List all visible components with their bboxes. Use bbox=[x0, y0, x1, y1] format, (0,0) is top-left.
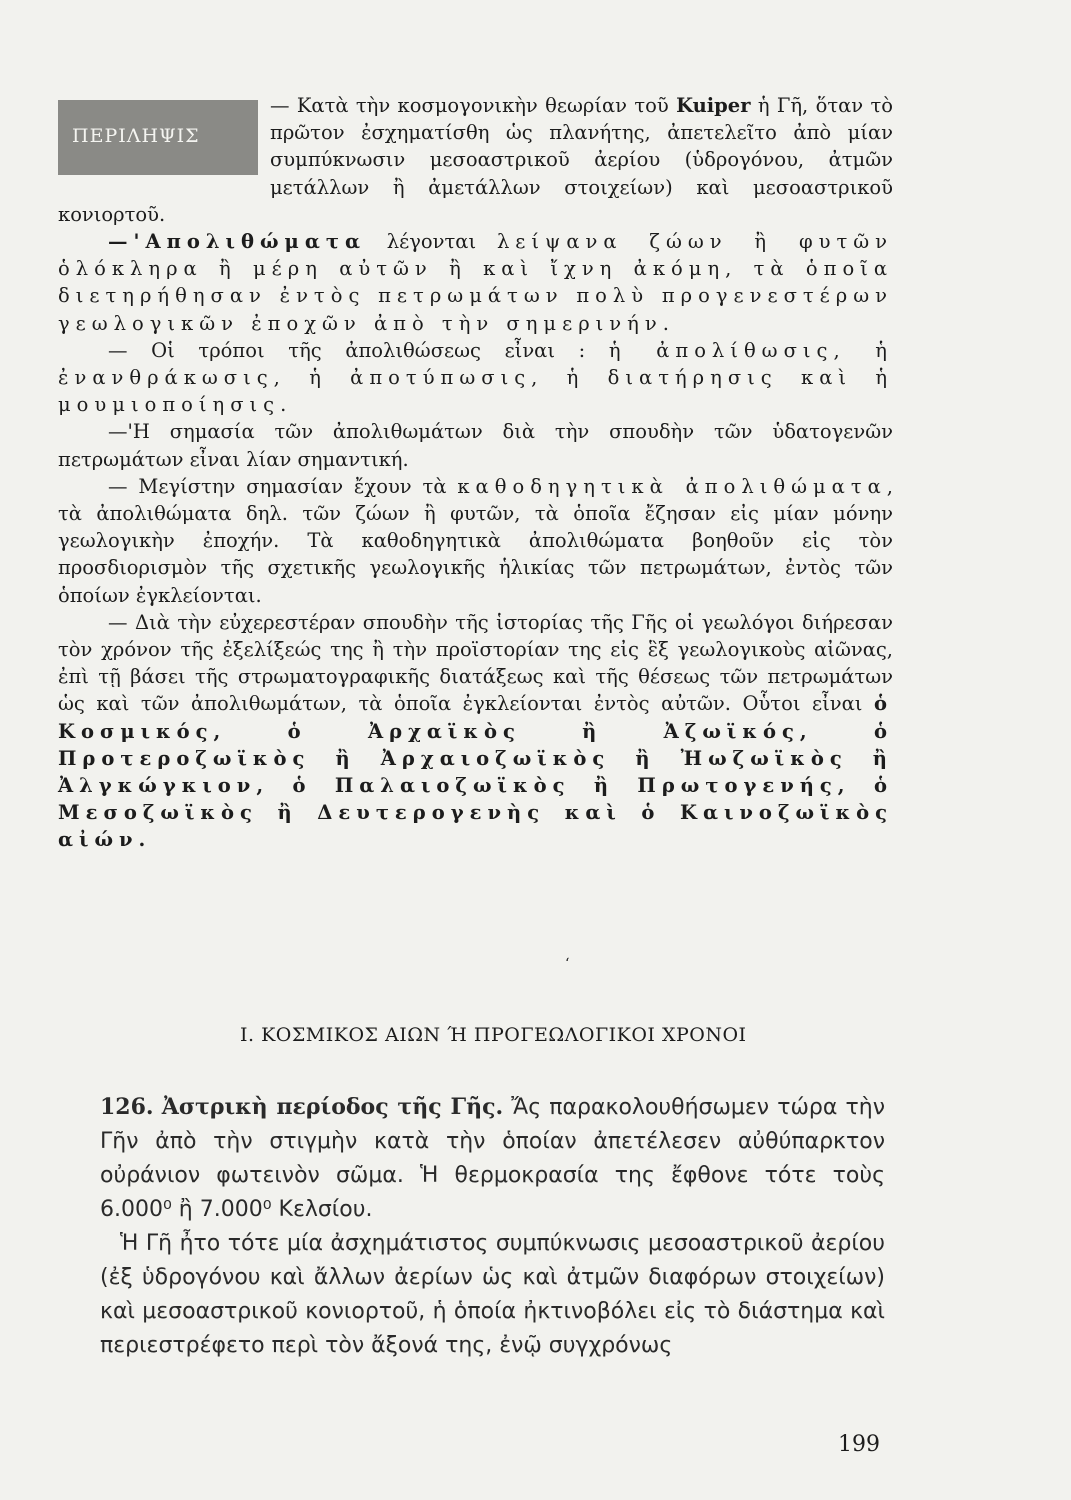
chapter-heading: I. ΚΟΣΜΙΚΟΣ ΑΙΩΝ Ή ΠΡΟΓΕΩΛΟΓΙΚΟΙ ΧΡΟΝΟΙ bbox=[240, 1024, 747, 1046]
summary-paragraph: — Διὰ τὴν εὐχερεστέραν σπουδὴν τῆς ἱστορίας τῆς Γῆς οἱ γεωλόγοι διήρεσαν τὸν χρόνον τῆς ἐξελίξεώς της ἢ τὴν προϊστορίαν της εἰς ἓξ γεωλογικοὺς αἰῶνας, ἐπὶ τῇ βάσει τῆς στρωματογραφικῆς διατάξεως καὶ τῆς θέσεως τῶν πετρωμάτων ὡς καὶ τῶν ἀπολιθωμάτων, τὰ ὁποῖα ἐγκλείονται ἐντὸς αὐτῶν. Οὗτοι εἶναι ὁ Κοσμικός, ὁ Ἀρχαϊκὸς ἢ Ἀζωϊκός, ὁ Προτεροζωϊκὸς ἢ Ἀρχαιοζωϊκὸς ἢ Ἠωζωϊκὸς ἢ Ἀλγκώγκιον, ὁ Παλαιοζωϊκὸς ἢ Πρωτογενής, ὁ Μεσοζωϊκὸς ἢ Δευτερογενὴς καὶ ὁ Καινοζωϊκὸς αἰών. bbox=[58, 610, 893, 852]
section-paragraph: 126. Ἀστρικὴ περίοδος τῆς Γῆς. Ἄς παρακολουθήσωμεν τώρα τὴν Γῆν ἀπὸ τὴν στιγμὴν κατὰ τὴν ὁποίαν ἀπετέλεσεν αὐθύπαρκτον οὐράνιον φωτεινὸν σῶμα. Ἡ θερμοκρασία της ἔφθονε τότε τοὺς 6.000⁰ ἢ 7.000⁰ Κελσίου. bbox=[100, 1094, 886, 1222]
page-number: 199 bbox=[838, 1432, 880, 1457]
section-number: 126. bbox=[100, 1094, 154, 1120]
summary-paragraph: — Οἱ τρόποι τῆς ἀπολιθώσεως εἶναι : ἡ ἀπολίθωσις, ἡ ἐνανθράκωσις, ἡ ἀποτύπωσις, ἡ διατήρησις καὶ ἡ μουμιοποίησις. bbox=[58, 338, 893, 417]
summary-paragraph: — Μεγίστην σημασίαν ἔχουν τὰ καθοδηγητικὰ ἀπολιθώματα, τὰ ἀπολιθώματα δηλ. τῶν ζώων ἢ φυτῶν, τὰ ὁποῖα ἔζησαν εἰς μίαν μόνην γεωλογικὴν ἐποχήν. Τὰ καθοδηγητικὰ ἀπολιθώματα βοηθοῦν εἰς τὸν προσδιορισμὸν τῆς σχετικῆς γεωλογικῆς ἡλικίας τῶν πετρωμάτων, ἐντὸς τῶν ὁποίων ἐγκλείονται. bbox=[58, 474, 893, 607]
section-title: Ἀστρικὴ περίοδος τῆς Γῆς. bbox=[161, 1094, 504, 1120]
stray-mark: ʻ bbox=[565, 956, 570, 972]
summary-section bbox=[58, 92, 893, 854]
summary-paragraph: —'Απολιθώματα λέγονται λείψανα ζώων ἢ φυτῶν ὁλόκληρα ἢ μέρη αὐτῶν ἢ καὶ ἴχνη ἀκόμη, τὰ ὁποῖα διετηρήθησαν ἐντὸς πετρωμάτων πολὺ προγενεστέρων γεωλογικῶν ἐποχῶν ἀπὸ τὴν σημερινήν. bbox=[58, 230, 893, 335]
kuiper-name: Kuiper bbox=[676, 94, 751, 117]
summary-paragraph: — Κατὰ τὴν κοσμογονικὴν θεωρίαν τοῦ Kuiper ἡ Γῆ, ὅταν τὸ πρῶτον ἐσχηματίσθη ὡς πλανήτης, ἀπετελεῖτο ἀπὸ μίαν συμπύκνωσιν μεσοαστρικοῦ ἀερίου (ὑδρογόνου, ἀτμῶν μετάλλων ἢ ἀμετάλλων στοιχείων) καὶ μεσοαστρικοῦ κονιορτοῦ. bbox=[58, 94, 893, 226]
section-body bbox=[100, 1090, 885, 1363]
summary-label: ΠΕΡΙΛΗΨΙΣ bbox=[72, 125, 200, 147]
section-paragraph: Ἡ Γῆ ἦτο τότε μία ἀσχημάτιστος συμπύκνωσις μεσοαστρικοῦ ἀερίου (ἐξ ὑδρογόνου καὶ ἄλλων ἀερίων ὡς καὶ ἀτμῶν διαφόρων στοιχείων) καὶ μεσοαστρικοῦ κονιορτοῦ, ἡ ὁποία ἠκτινοβόλει εἰς τὸ διάστημα καὶ περιεστρέφετο περὶ τὸν ἄξονά της, ἐνῷ συγχρόνως bbox=[100, 1231, 885, 1358]
summary-paragraph: —'Η σημασία τῶν ἀπολιθωμάτων διὰ τὴν σπουδὴν τῶν ὑδατογενῶν πετρωμάτων εἶναι λίαν σημαντική. bbox=[58, 420, 893, 471]
